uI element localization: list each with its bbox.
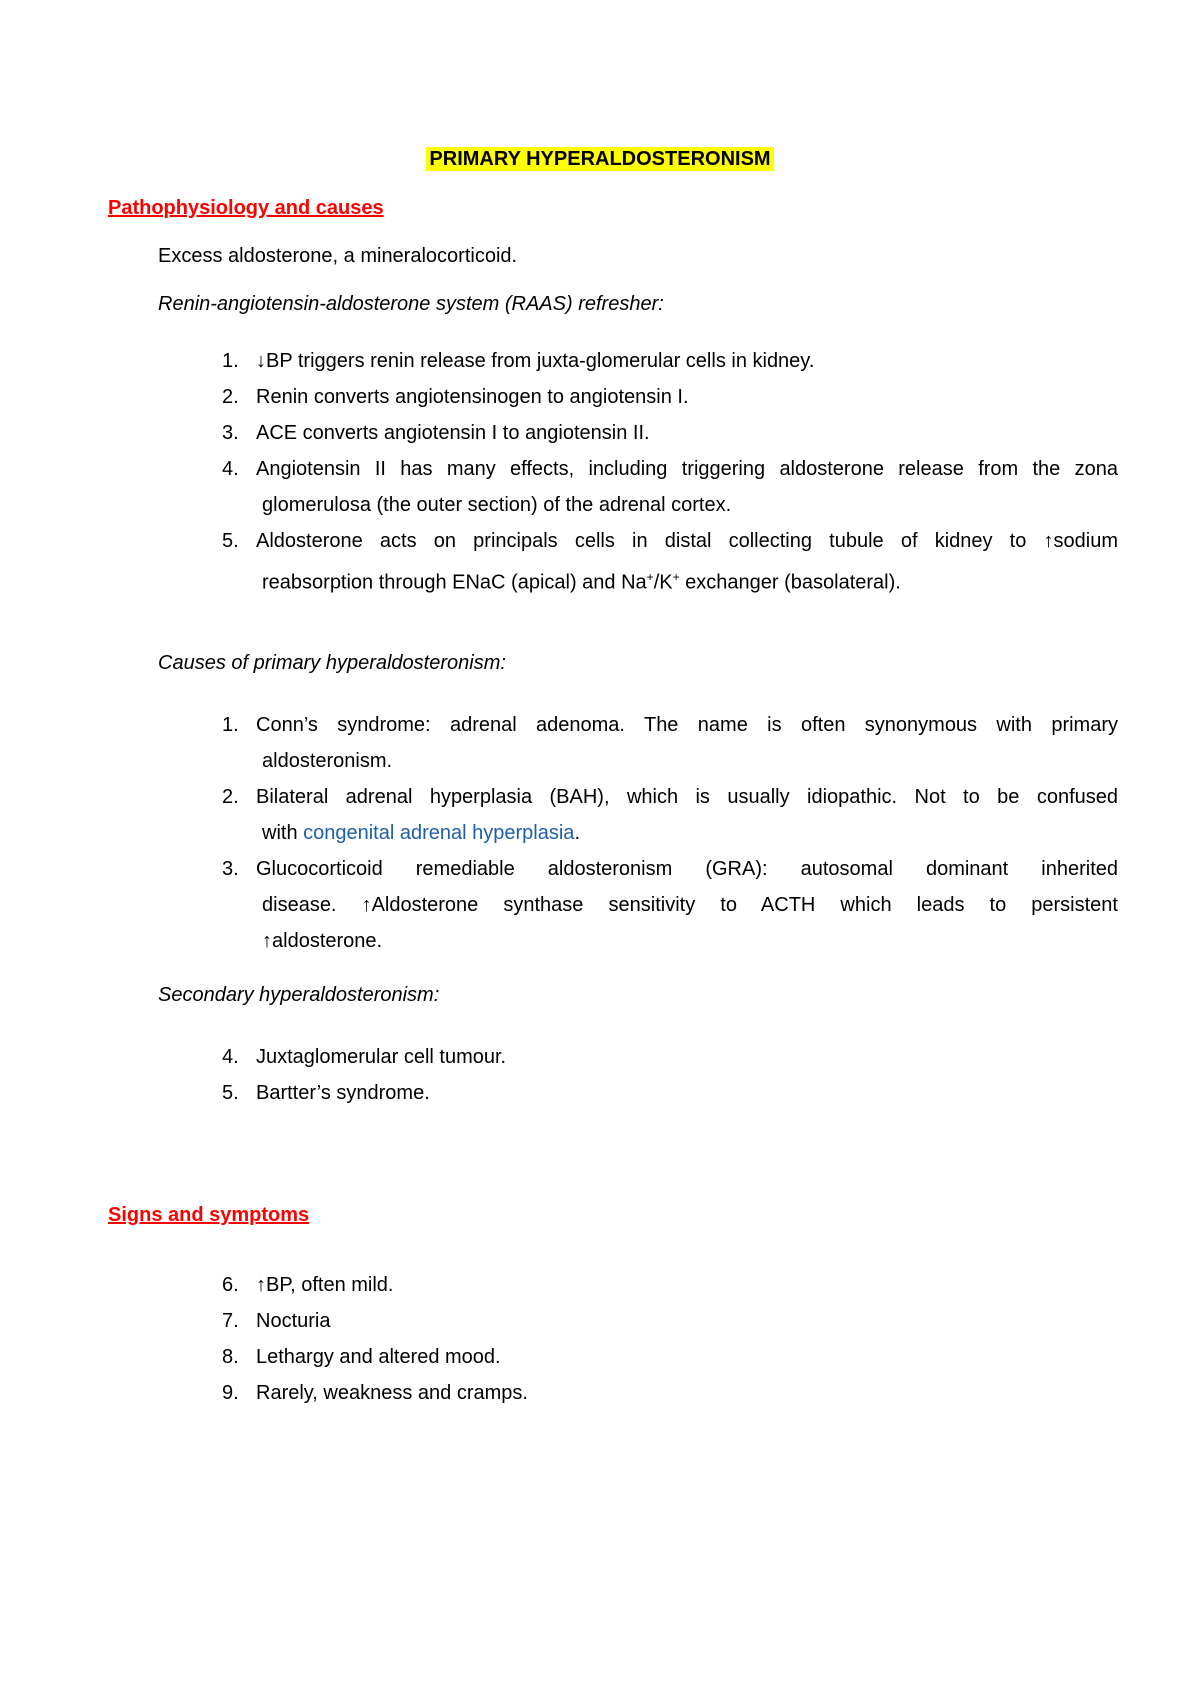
raas-list [0,343,1200,601]
list-text: ↓BP triggers renin release from juxta-glomerular cells in kidney. [256,350,815,372]
list-number: 1. [222,350,239,372]
list-item [0,1375,1200,1411]
title-text: PRIMARY HYPERALDOSTERONISM [426,147,773,171]
list-text: Lethargy and altered mood. [256,1346,501,1368]
list-item [0,1075,1200,1111]
list-item [0,379,1200,415]
list-number: 3. [222,422,239,444]
list-text: ↑BP, often mild. [256,1274,394,1296]
list-item [0,851,1200,959]
list-text-line: Glucocorticoid remediable aldosteronism (GRA): autosomal dominant inherited [256,858,1118,880]
list-text-line: disease. ↑Aldosterone synthase sensitivity to ACTH which leads to persistent [262,894,1118,916]
list-item [0,451,1200,523]
signs-heading: Signs and symptoms [108,1204,310,1226]
list-number: 2. [222,786,239,808]
text-fragment: with [262,822,304,844]
text-fragment: exchanger (basolateral). [679,571,901,594]
secondary-heading: Secondary hyperaldosteronism: [158,984,440,1006]
list-text-continued [256,887,1118,923]
list-number: 6. [222,1274,239,1296]
list-item [0,415,1200,451]
superscript: + [672,570,680,584]
list-text: Juxtaglomerular cell tumour. [256,1046,507,1068]
list-item [0,1267,1200,1303]
list-text [256,707,1118,743]
list-number: 8. [222,1346,239,1368]
list-item [0,1339,1200,1375]
list-number: 5. [222,1082,239,1104]
list-number: 4. [222,458,239,480]
list-number: 9. [222,1382,239,1404]
list-text-line: Angiotensin II has many effects, including triggering aldosterone release from the zona [256,458,1118,480]
signs-list [0,1267,1200,1411]
list-text [256,451,1118,487]
list-text: Nocturia [256,1310,331,1332]
pathophysiology-heading: Pathophysiology and causes [108,197,384,219]
intro-paragraph: Excess aldosterone, a mineralocorticoid. [158,245,518,267]
list-text: Renin converts angiotensinogen to angiotensin I. [256,386,689,408]
congenital-adrenal-hyperplasia-link[interactable]: congenital adrenal hyperplasia [303,822,575,844]
list-text-line: Bilateral adrenal hyperplasia (BAH), which is usually idiopathic. Not to be confused [256,786,1118,808]
list-text-continued: glomerulosa (the outer section) of the adrenal cortex. [262,494,732,516]
list-item [0,1303,1200,1339]
secondary-list [0,1039,1200,1111]
document-title [0,148,1200,171]
list-text-continued: ↑aldosterone. [262,930,383,952]
list-item [0,779,1200,851]
causes-heading: Causes of primary hyperaldosteronism: [158,652,506,674]
list-text-continued [256,559,1124,601]
list-number: 7. [222,1310,239,1332]
list-number: 4. [222,1046,239,1068]
superscript: + [646,570,654,584]
list-item [0,343,1200,379]
raas-heading: Renin-angiotensin-aldosterone system (RAAS) refresher: [158,293,664,315]
list-number: 5. [222,530,239,552]
list-text [256,779,1118,815]
list-text: ACE converts angiotensin I to angiotensin II. [256,422,650,444]
list-number: 3. [222,858,239,880]
list-item [0,1039,1200,1075]
text-fragment: . [574,822,580,844]
list-number: 1. [222,714,239,736]
list-text [256,523,1118,559]
list-item [0,523,1200,601]
list-text-continued [256,815,1124,851]
list-number: 2. [222,386,239,408]
list-text: Rarely, weakness and cramps. [256,1382,528,1404]
list-text [256,851,1118,887]
causes-list [0,707,1200,959]
text-fragment: /K [653,571,673,594]
list-text-continued: aldosteronism. [262,750,393,772]
list-item [0,707,1200,779]
text-fragment: reabsorption through ENaC (apical) and Na [262,571,647,594]
list-text-line: Conn’s syndrome: adrenal adenoma. The name is often synonymous with primary [256,714,1118,736]
list-text: Bartter’s syndrome. [256,1082,430,1104]
list-text-line: Aldosterone acts on principals cells in distal collecting tubule of kidney to ↑sodium [256,530,1118,552]
